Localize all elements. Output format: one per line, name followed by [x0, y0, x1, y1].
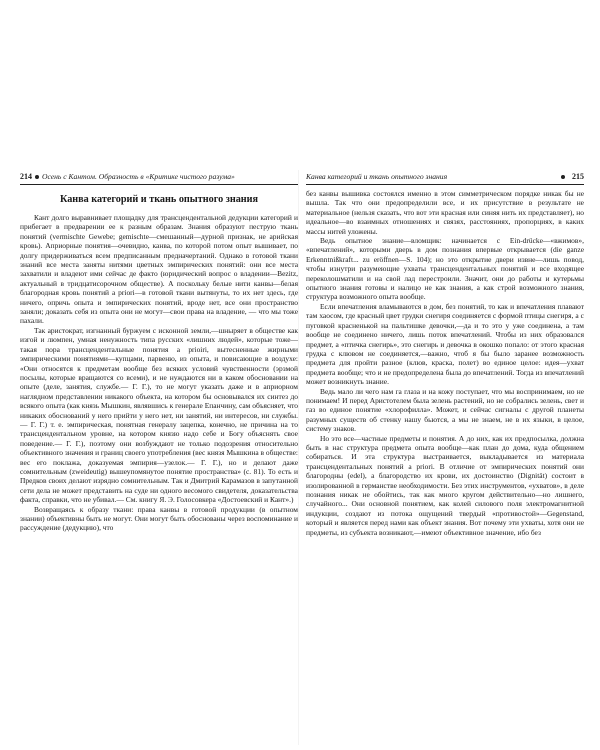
gutter-shadow	[298, 170, 299, 745]
running-head-title: Осень с Кантом. Образность в «Критике чистого разума»	[42, 172, 235, 181]
body-text	[306, 189, 584, 537]
paragraph: Так аристократ, изгнанный буржуем с исконной земли,—шныряет в обществе как изгой и люмпен, умная ненужность типа русских «лишних людей», которые тоже—такая пора трансцендентальные понятия a prioiri, вытесненные жирными эмпирическими понятиями—купцами, парвеню, из опыта, и повисающие в воздухе: «Они относятся к предметам вообще без всяких условий чувственности (эрзмой посылы, которые вращаются со всеми), и не нуждаются ни в каком обосновании на опыте (деле, занятия, службе.— Г. Г.), то не могут указать даже и в априорном наглядном представлении никакого объекта, на котором бы основывался их синтез до всякого опыта (как князь Мышкин, являвшись к генерале Епанчину, сам объясняет, что никаких обоснований у него прийти у него нет, ни занятий, ни интересов, ни службы.— Г. Г.) т. е. эмпирическая, понятная генералу зацепка, конечно, не причина на то трансцендентальном уровне, на котором князю надо себе и Богу объяснять свое поведение.— Г. Г.), поэтому они возбуждают не только подозрения относительно объективного значения и границ своего употребления (вес князя Мышкина в обществе: вес его поклажа, доказуемая эмпирия—узелок.— Г. Г.), но и делают даже сомнительным (zweideutig) вышеупомянутое понятие пространства» (с. 81). То есть и Предков своих делают изрядно сомнительным. Так и Дмитрий Карамазов в запутанной сети дела не может представить на суде ни одного весомого свидетеля, доказательства факта, справки, что не убивал.— См. книгу Я. Э. Голосовкера «Достоевский и Кант».)	[20, 325, 298, 505]
bullet-icon	[561, 175, 565, 179]
paragraph: Но это все—частные предметы и понятия. А до них, как их предпосылка, должна быть в нас структура предмета опыта вообще—как план до дома, куда общением собираться. И эта структура выстраивается, выкладывается из материала трансцендентальных понятий a priori. В отличие от эмпирических понятий они благородны (edel), а благородство их крови, их достоинство (Dignität) состоит в изолированной в германстве необходимости. Без этих инструментов, «ухватов», в деле познания никак не обойтись, так как много кругом действительно—но лишнего, случайного... Они основной понятием, как колей силового поля электромагнитной индукции, создают из потока ощущений твердый «противостой»—Gegenstand, который и является перед нами как объект знания. Вот почему эти ухваты, хотя они не предметы, из субъекта возникают,—имеют объективное значение, ибо без	[306, 433, 584, 537]
paragraph: Ведь опытное знание—вломщик: начинается с Ein-drücke—«вжимов», «впечатлений», которыми дверь в дом познания впервые открывается (die ganze Erkenntnißkraft... zu eröffnen—S. 104); но это открытие двери извне—лишь повод, чтобы изнутри разумеющие ухваты трансцендентальных понятий и все входящее переколошматили и на свой лад перестроили. Значит, они до работы и кутерьмы опытного знания готовы и налицо не как знания, а как строй возможного знания, структура возможного опыта вообще.	[306, 236, 584, 302]
running-head-right	[306, 170, 584, 185]
paragraph: Возвращаясь к образу ткани: права канвы в готовой продукции (в опытном знании) объективны быть не могут. Они могут быть обоснованы через воспоминание и рассуждение (дедукцию), что	[20, 504, 298, 533]
page-number: 215	[572, 172, 584, 181]
running-head-title: Канва категорий и ткань опытного знания	[306, 172, 448, 181]
body-text	[20, 213, 298, 533]
page-number: 214	[20, 172, 32, 181]
paragraph: без канвы вышивка состоялся именно в этом симметрическом порядке никак бы не вышла. Так что они предопределили все, и их присутствие в результате не материальное (нельзя сказать, что вот эти красная или синяя нить их представляет), но идеальное—во взаимных отношениях и связях, расстояниях, пропорциях, в каких массы нитей уложены.	[306, 189, 584, 236]
paragraph: Кант долго выравнивает площадку для трансцендентальной дедукции категорий и прибегает в предварении ее к разным образам. Знания образуют пеструю ткань понятий (vermischte Gewebe; gemischte—смешанный—дурной признак, не арийская кровь). Априорные понятия—очевидно, канва, по которой потом опыт вышивает, по долгу придерживаться всем предписанным предначертаний. Однако в готовой ткани знаний все места заняты нитями цветных эмпирических понятий: они все места захватили и владеют ими сейчас де факто (юридический вопрос о владении—Bezitz, актуальный в тридцатисорочном обществе). А поскольку белые нити канвы—белая благородная кровь понятий a priori—в готовой ткани вытянуты, то их нет здесь, где ничего, опричь опыта и эмпирических понятий, вроде нет, все они пространство заняли; доказать себя из опыта они не могут—свои права на владение, — что мы тоже пахали.	[20, 213, 298, 326]
paragraph: Ведь мало ли чего нам га глаза и на кожу поступает, что мы воспринимаем, но не понимаем! И перед Аристотелем была зелень растений, но не собрались зелень, свет и газ во единое понятие «хлорофилла». Может, и сейчас сигналы с другой планеты разумных существ об стенку нашу бьются, а мы не знаем, не в их языки, в целое, систему знаков.	[306, 386, 584, 434]
left-page	[20, 170, 298, 745]
paragraph: Если впечатления вламываются в дом, без понятий, то как и впечатления плавают там хаосом, где красный цвет грудки снегиря соединяется с формой птицы снегиря, а с пуговкой красненькой на пальтишке девочки,—да и то это у уже соединена, а там вообще не соединено ничего, лишь поток впечатлений. Чтобы из них образовался предмет, а «птичка снегирь», это снегирь и девочка в окошко попало: от этого красная грудка с клювом не соединяется,—важно, чтоб я бы было заранее возможность предмета для пройти разное (клюв, краска, полет) во единое целое: идея—ухват предмета вообще; что и не предопределена была до впечатлений. Тогда из впечатлений может возникнуть знание.	[306, 301, 584, 387]
bullet-icon	[35, 175, 39, 179]
section-heading: Канва категорий и ткань опытного знания	[59, 194, 259, 205]
running-head-left	[20, 170, 298, 185]
right-page	[306, 170, 584, 745]
